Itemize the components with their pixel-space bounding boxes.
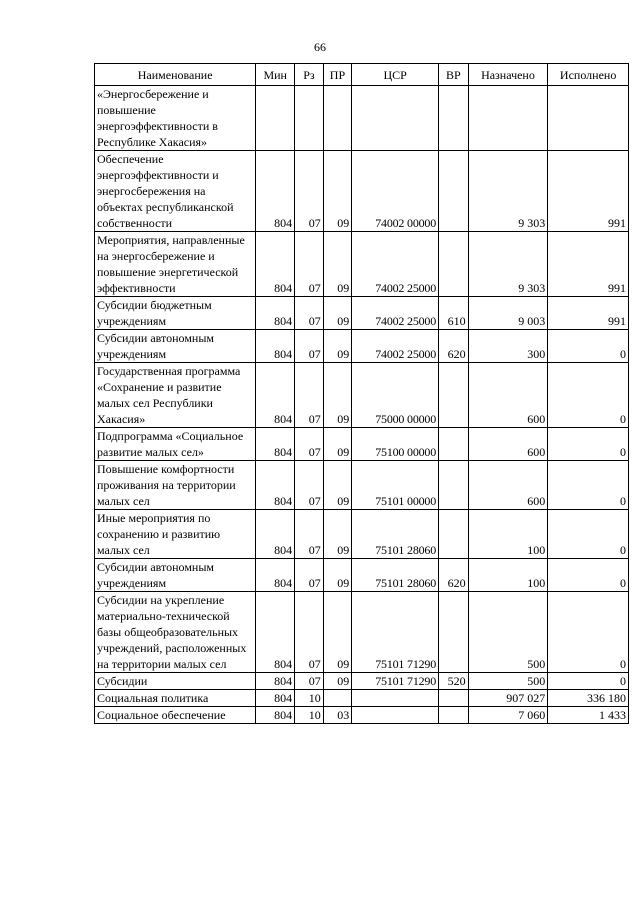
table-row [95,510,629,559]
cell-executed: 0 [548,592,629,673]
cell-vr [439,461,469,510]
cell-assigned: 600 [468,428,548,461]
table-row [95,690,629,707]
cell-name: «Энергосбережение и повышение энергоэффективности в Республике Хакасия» [95,86,256,151]
page-number: 66 [314,40,326,54]
cell-executed: 1 433 [548,707,629,724]
cell-csr: 75101 28060 [352,559,439,592]
table-row [95,428,629,461]
cell-assigned: 9 303 [468,232,548,297]
cell-rz: 07 [295,461,324,510]
cell-csr [352,690,439,707]
cell-vr [439,592,469,673]
cell-pr: 09 [323,461,352,510]
cell-pr: 09 [323,151,352,232]
cell-min: 804 [256,673,295,690]
table-row [95,151,629,232]
table-row [95,559,629,592]
cell-rz: 07 [295,559,324,592]
cell-min: 804 [256,592,295,673]
table-row [95,232,629,297]
cell-csr [352,86,439,151]
cell-name: Государственная программа «Сохранение и развитие малых сел Республики Хакасия» [95,363,256,428]
cell-name: Социальная политика [95,690,256,707]
cell-pr: 09 [323,510,352,559]
cell-min: 804 [256,690,295,707]
cell-rz: 10 [295,690,324,707]
cell-rz: 07 [295,428,324,461]
cell-executed: 0 [548,363,629,428]
table-row [95,86,629,151]
cell-pr: 09 [323,330,352,363]
cell-pr: 09 [323,559,352,592]
cell-executed: 0 [548,461,629,510]
cell-csr [352,707,439,724]
cell-assigned: 100 [468,559,548,592]
cell-vr: 610 [439,297,469,330]
cell-name: Субсидии [95,673,256,690]
table-row [95,461,629,510]
table-header-row [95,64,629,86]
cell-csr: 75101 71290 [352,673,439,690]
cell-rz: 07 [295,363,324,428]
cell-csr: 75101 00000 [352,461,439,510]
table-row [95,330,629,363]
cell-rz: 07 [295,330,324,363]
cell-assigned: 907 027 [468,690,548,707]
cell-executed: 0 [548,428,629,461]
cell-pr [323,86,352,151]
cell-rz: 07 [295,232,324,297]
cell-csr: 74002 25000 [352,232,439,297]
budget-table [94,63,629,724]
cell-csr: 75100 00000 [352,428,439,461]
cell-vr [439,428,469,461]
header-rz: Рз [295,64,324,86]
cell-rz: 07 [295,510,324,559]
cell-assigned: 500 [468,673,548,690]
cell-pr: 09 [323,232,352,297]
cell-rz: 07 [295,673,324,690]
cell-rz: 07 [295,592,324,673]
cell-csr: 75101 28060 [352,510,439,559]
table-row [95,707,629,724]
header-name: Наименование [95,64,256,86]
cell-rz: 10 [295,707,324,724]
cell-executed [548,86,629,151]
header-executed: Исполнено [548,64,629,86]
cell-pr: 09 [323,673,352,690]
cell-name: Обеспечение энергоэффективности и энергосбережения на объектах республиканской собственности [95,151,256,232]
cell-assigned: 600 [468,363,548,428]
cell-name: Повышение комфортности проживания на территории малых сел [95,461,256,510]
cell-min: 804 [256,232,295,297]
cell-min: 804 [256,297,295,330]
header-assigned: Назначено [468,64,548,86]
cell-name: Субсидии бюджетным учреждениям [95,297,256,330]
cell-assigned [468,86,548,151]
cell-name: Иные мероприятия по сохранению и развитию малых сел [95,510,256,559]
cell-name: Мероприятия, направленные на энергосбережение и повышение энергетической эффективности [95,232,256,297]
cell-min: 804 [256,151,295,232]
cell-min: 804 [256,330,295,363]
cell-pr: 03 [323,707,352,724]
cell-csr: 75101 71290 [352,592,439,673]
table-body [95,86,629,724]
cell-csr: 74002 00000 [352,151,439,232]
header-csr: ЦСР [352,64,439,86]
cell-csr: 74002 25000 [352,330,439,363]
cell-executed: 0 [548,673,629,690]
cell-pr: 09 [323,592,352,673]
cell-vr [439,363,469,428]
cell-vr [439,690,469,707]
table-row [95,673,629,690]
cell-min [256,86,295,151]
cell-rz: 07 [295,297,324,330]
cell-name: Подпрограмма «Социальное развитие малых сел» [95,428,256,461]
cell-executed: 991 [548,297,629,330]
cell-assigned: 9 003 [468,297,548,330]
cell-executed: 336 180 [548,690,629,707]
cell-min: 804 [256,461,295,510]
cell-assigned: 600 [468,461,548,510]
cell-vr [439,151,469,232]
cell-assigned: 500 [468,592,548,673]
cell-executed: 0 [548,330,629,363]
cell-executed: 991 [548,151,629,232]
cell-executed: 0 [548,510,629,559]
cell-assigned: 300 [468,330,548,363]
cell-name: Субсидии автономным учреждениям [95,559,256,592]
cell-vr: 520 [439,673,469,690]
cell-csr: 75000 00000 [352,363,439,428]
cell-vr: 620 [439,559,469,592]
table-row [95,297,629,330]
cell-min: 804 [256,559,295,592]
cell-vr: 620 [439,330,469,363]
header-min: Мин [256,64,295,86]
cell-rz [295,86,324,151]
cell-assigned: 9 303 [468,151,548,232]
cell-pr [323,690,352,707]
cell-pr: 09 [323,363,352,428]
cell-rz: 07 [295,151,324,232]
cell-vr [439,707,469,724]
cell-name: Субсидии автономным учреждениям [95,330,256,363]
cell-min: 804 [256,510,295,559]
cell-assigned: 7 060 [468,707,548,724]
cell-pr: 09 [323,297,352,330]
cell-pr: 09 [323,428,352,461]
cell-name: Субсидии на укрепление материально-технической базы общеобразовательных учреждений, расположенных на территории малых сел [95,592,256,673]
cell-name: Социальное обеспечение [95,707,256,724]
cell-executed: 991 [548,232,629,297]
cell-vr [439,86,469,151]
cell-csr: 74002 25000 [352,297,439,330]
cell-assigned: 100 [468,510,548,559]
cell-min: 804 [256,363,295,428]
table-row [95,592,629,673]
cell-min: 804 [256,428,295,461]
cell-executed: 0 [548,559,629,592]
cell-vr [439,510,469,559]
table-row [95,363,629,428]
cell-vr [439,232,469,297]
header-pr: ПР [323,64,352,86]
header-vr: ВР [439,64,469,86]
cell-min: 804 [256,707,295,724]
